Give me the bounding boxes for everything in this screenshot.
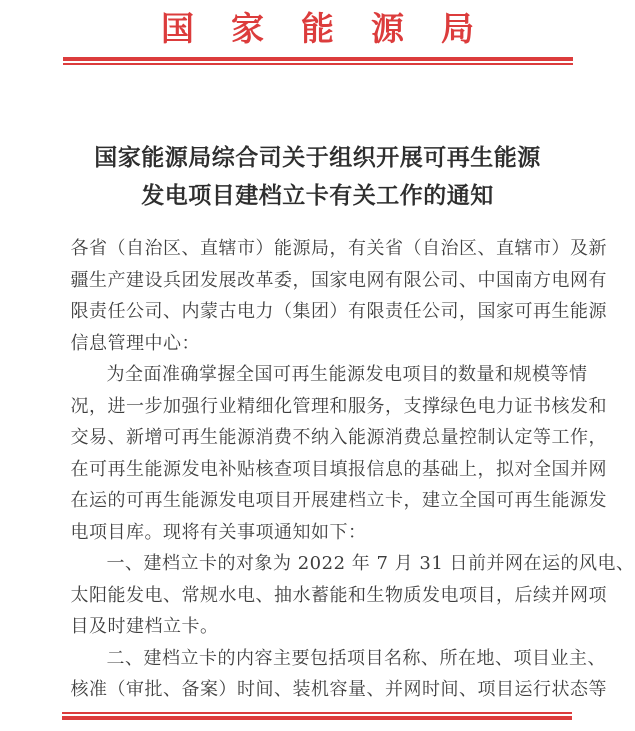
- body-line: 交易、新增可再生能源消费不纳入能源消费总量控制认定等工作，: [70, 427, 607, 448]
- document-title-line-2: 发电项目建档立卡有关工作的通知: [141, 182, 494, 209]
- footer-rule-thick-line: [62, 716, 572, 720]
- body-line: 目及时建档立卡。: [70, 616, 219, 637]
- body-line: 况，进一步加强行业精细化管理和服务，支撑绿色电力证书核发和: [70, 395, 607, 417]
- document-body: [70, 233, 635, 706]
- body-line: 信息管理中心：: [70, 332, 200, 354]
- body-line: 在可再生能源发电补贴核查项目填报信息的基础上，拟对全国并网: [70, 458, 607, 480]
- body-line: 二、建档立卡的内容主要包括项目名称、所在地、项目业主、: [106, 647, 606, 669]
- body-line: 为全面准确掌握全国可再生能源发电项目的数量和规模等情: [106, 364, 588, 385]
- header-double-rule: [63, 57, 573, 65]
- body-line: 一、建档立卡的对象为 2022 年 7 月 31 日前并网在运的风电、: [106, 553, 635, 574]
- header-rule-thin-line: [63, 63, 573, 65]
- body-line: 电项目库。现将有关事项通知如下：: [70, 521, 367, 543]
- footer-double-rule: [62, 712, 572, 720]
- body-line: 太阳能发电、常规水电、抽水蓄能和生物质发电项目，后续并网项: [70, 584, 607, 606]
- body-line: 疆生产建设兵团发展改革委，国家电网有限公司、中国南方电网有: [70, 269, 607, 291]
- body-line: 各省（自治区、直辖市）能源局，有关省（自治区、直辖市）及新: [70, 238, 607, 259]
- body-line: 在运的可再生能源发电项目开展建档立卡，建立全国可再生能源发: [70, 490, 607, 511]
- letterhead-agency-name: 国家能源局: [161, 9, 511, 48]
- body-line: 核准（审批、备案）时间、装机容量、并网时间、项目运行状态等: [70, 679, 607, 700]
- document-title: [0, 139, 635, 215]
- document-title-line-1: 国家能源局综合司关于组织开展可再生能源: [94, 144, 541, 171]
- body-line: 限责任公司、内蒙古电力（集团）有限责任公司，国家可再生能源: [70, 301, 607, 322]
